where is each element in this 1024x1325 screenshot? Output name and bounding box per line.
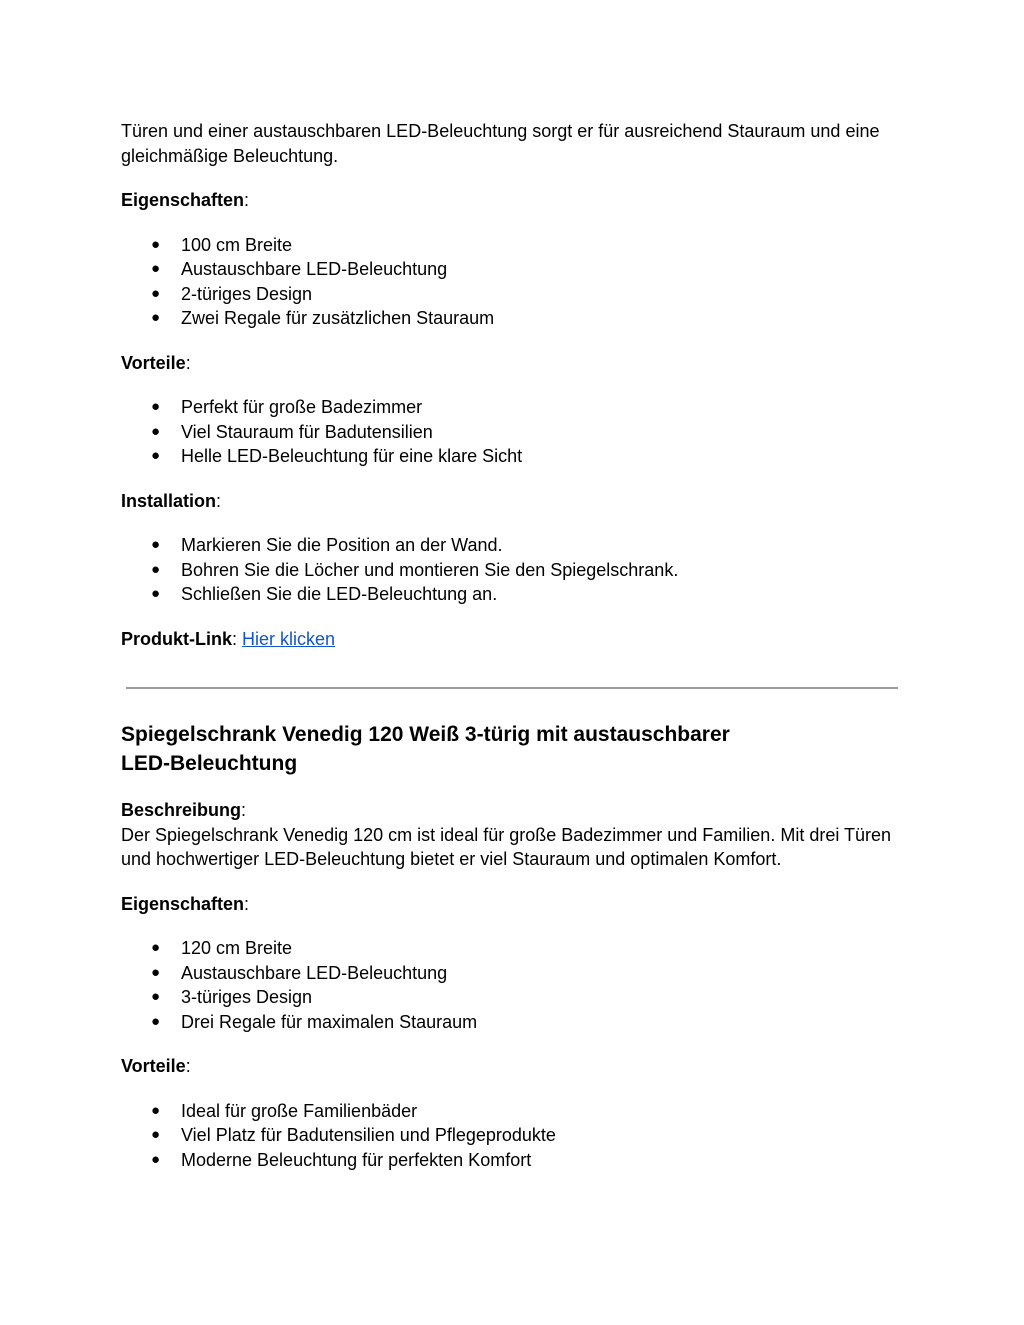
list-item-text: 100 cm Breite	[181, 234, 293, 255]
bullet-icon: ●	[151, 422, 161, 440]
bullet-icon: ●	[151, 235, 161, 253]
bullet-icon: ●	[151, 309, 161, 326]
intro-paragraph: Türen und einer austauschbaren LED-Beleuchtung sorgt er für ausreichend Stauraum und eine gleichmäßige Beleuchtung.	[121, 121, 880, 166]
list-item	[121, 582, 911, 607]
list-item	[121, 257, 911, 282]
eigenschaften-heading	[121, 188, 911, 213]
bullet-icon: ●	[151, 398, 161, 415]
bullet-icon: ●	[151, 585, 161, 602]
eigenschaften-label: Eigenschaften	[121, 190, 245, 210]
produkt-link-line	[121, 627, 911, 652]
bullet-icon: ●	[151, 1126, 161, 1143]
product-title: Spiegelschrank Venedig 120 Weiß 3-türig mit austauschbarer LED-Beleuchtung	[121, 723, 730, 775]
bullet-icon: ●	[151, 260, 161, 277]
vorteile-list	[121, 395, 911, 469]
list-item	[121, 558, 911, 583]
vorteile-label: Vorteile	[121, 352, 186, 373]
bullet-icon: ●	[151, 1101, 161, 1119]
vorteile-heading	[121, 1054, 911, 1079]
list-item-text: 2-türiges Design	[181, 283, 313, 304]
colon: :	[244, 893, 250, 914]
colon: :	[216, 490, 222, 511]
bullet-icon: ●	[151, 447, 161, 464]
eigenschaften-heading	[121, 892, 911, 917]
list-item	[121, 1099, 911, 1124]
beschreibung-text: Der Spiegelschrank Venedig 120 cm ist ideal für große Badezimmer und Familien. Mit drei Türen und hochwertiger LED-Beleuchtung bietet er viel Stauraum und optimalen Komfort.	[121, 824, 892, 869]
vorteile-list	[121, 1099, 911, 1173]
list-item-text: Viel Platz für Badutensilien und Pflegeprodukte	[181, 1125, 556, 1145]
list-item-text: Helle LED-Beleuchtung für eine klare Sicht	[181, 446, 523, 466]
beschreibung-heading	[121, 798, 911, 823]
installation-list	[121, 533, 911, 607]
vorteile-heading	[121, 351, 911, 376]
produkt-link-label: Produkt-Link	[121, 628, 232, 649]
eigenschaften-list	[121, 936, 911, 1034]
bullet-icon: ●	[151, 939, 161, 956]
section-divider	[126, 687, 898, 689]
colon: :	[232, 628, 238, 649]
list-item-text: Viel Stauraum für Badutensilien	[181, 421, 433, 442]
list-item	[121, 282, 911, 307]
bullet-icon: ●	[151, 560, 161, 578]
list-item-text: 3-türiges Design	[181, 987, 313, 1007]
installation-label: Installation	[121, 490, 217, 511]
bullet-icon: ●	[151, 1150, 161, 1168]
document-page	[121, 119, 911, 1192]
vorteile-label: Vorteile	[121, 1056, 186, 1076]
list-item-text: Austauschbare LED-Beleuchtung	[181, 259, 448, 279]
bullet-icon: ●	[151, 1012, 161, 1030]
list-item-text: Markieren Sie die Position an der Wand.	[181, 535, 503, 555]
installation-heading	[121, 489, 911, 514]
bullet-icon: ●	[151, 963, 161, 981]
list-item	[121, 395, 911, 420]
list-item-text: Perfekt für große Badezimmer	[181, 397, 423, 417]
list-item-text: Drei Regale für maximalen Stauraum	[181, 1011, 478, 1032]
colon: :	[241, 800, 247, 820]
list-item	[121, 420, 911, 445]
list-item-text: Moderne Beleuchtung für perfekten Komfort	[181, 1149, 532, 1170]
list-item	[121, 1148, 911, 1173]
list-item-text: 120 cm Breite	[181, 938, 293, 958]
list-item	[121, 961, 911, 986]
list-item-text: Schließen Sie die LED-Beleuchtung an.	[181, 584, 498, 604]
bullet-icon: ●	[151, 536, 161, 553]
list-item	[121, 533, 911, 558]
list-item	[121, 1010, 911, 1035]
bullet-icon: ●	[151, 284, 161, 302]
list-item	[121, 1123, 911, 1148]
colon: :	[185, 1056, 191, 1076]
list-item-text: Bohren Sie die Löcher und montieren Sie den Spiegelschrank.	[181, 559, 679, 580]
list-item	[121, 444, 911, 469]
beschreibung-label: Beschreibung	[121, 800, 242, 820]
colon: :	[185, 352, 191, 373]
list-item	[121, 233, 911, 258]
list-item-text: Austauschbare LED-Beleuchtung	[181, 962, 448, 983]
eigenschaften-label: Eigenschaften	[121, 893, 245, 914]
beschreibung-block	[121, 798, 911, 872]
produkt-link[interactable]: Hier klicken	[242, 628, 336, 649]
list-item	[121, 985, 911, 1010]
list-item-text: Zwei Regale für zusätzlichen Stauraum	[181, 308, 495, 328]
bullet-icon: ●	[151, 988, 161, 1005]
list-item	[121, 306, 911, 331]
eigenschaften-list	[121, 233, 911, 331]
colon: :	[244, 190, 250, 210]
list-item	[121, 936, 911, 961]
list-item-text: Ideal für große Familienbäder	[181, 1100, 418, 1121]
